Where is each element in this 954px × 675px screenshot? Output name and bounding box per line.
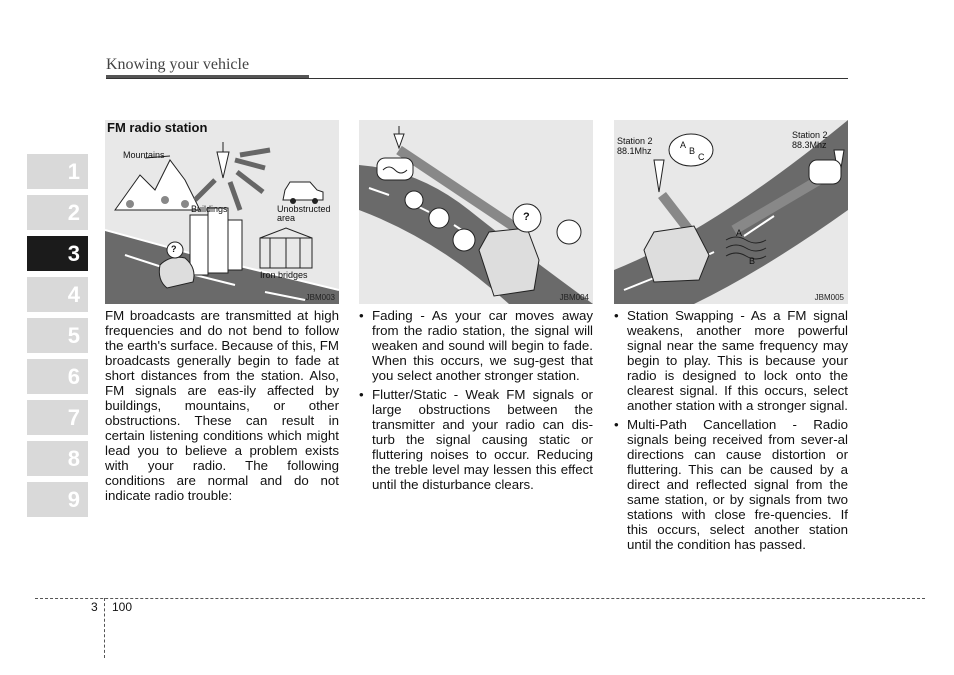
chapter-tab-3[interactable]: 3 <box>27 236 88 271</box>
bullet-text: Fading - As your car moves away from the radio station, the signal will weaken and sound will begin to fade. When this occurs, we sug-gest that you select another stronger station. <box>372 308 593 383</box>
figure-station-swapping <box>614 120 848 304</box>
chapter-tab-7[interactable]: 7 <box>27 400 88 435</box>
header-rule <box>106 78 848 79</box>
footer-page-number: 100 <box>112 600 133 614</box>
figure-code: JBM004 <box>559 293 589 302</box>
figure-code: JBM005 <box>814 293 844 302</box>
chapter-tab-5[interactable]: 5 <box>27 318 88 353</box>
label-buildings: Buildings <box>191 204 228 214</box>
column-1 <box>105 308 339 503</box>
mixed-letter-a: A <box>736 228 743 238</box>
signal-letter-c: C <box>698 152 705 162</box>
bullet-multi-path <box>614 417 848 552</box>
label-question: ? <box>171 244 177 254</box>
footer-divider <box>104 598 105 658</box>
footer-rule <box>35 598 925 599</box>
bullet-marker: • <box>359 308 364 323</box>
label-question: ? <box>523 211 530 223</box>
bullet-flutter-static <box>359 387 593 492</box>
chapter-tab-6[interactable]: 6 <box>27 359 88 394</box>
running-header: Knowing your vehicle <box>106 56 250 73</box>
chapter-tab-2[interactable]: 2 <box>27 195 88 230</box>
chapter-tab-8[interactable]: 8 <box>27 441 88 476</box>
bullet-text: Flutter/Static - Weak FM signals or large obstructions between the transmitter and your radio can dis-turb the signal causing static or fluttering noises to occur. Reducing the treble level may lessen this effect until the disturbance clears. <box>372 387 593 492</box>
figure-fm-radio-station <box>105 120 339 304</box>
footer-chapter-number: 3 <box>91 600 98 614</box>
bullet-marker: • <box>359 387 364 402</box>
chapter-tab-1[interactable]: 1 <box>27 154 88 189</box>
signal-letter-a: A <box>680 140 687 150</box>
mixed-letter-b: B <box>749 256 756 266</box>
fading-illustration <box>359 120 593 304</box>
label-mountains: Mountains <box>123 150 165 160</box>
label-iron-bridges: Iron bridges <box>260 270 308 280</box>
bullet-fading <box>359 308 593 383</box>
label-unobstructed-area: Unobstructed area <box>277 204 331 223</box>
bullet-marker: • <box>614 417 619 432</box>
signal-letter-b: B <box>689 146 696 156</box>
bullet-marker: • <box>614 308 619 323</box>
bullet-text: Multi-Path Cancellation - Radio signals being received from sever-al directions can cause distortion or fluttering. This can be caused by a direct and reflected signal from the same station, or by signals from two stations with close fre-quencies. If this occurs, select another station until the condition has passed. <box>627 417 848 552</box>
figure-title: FM radio station <box>107 120 208 135</box>
column-2 <box>359 308 593 496</box>
chapter-tab-9[interactable]: 9 <box>27 482 88 517</box>
label-station-left: Station 2 88.1Mhz <box>617 136 653 156</box>
figure-fading <box>359 120 593 304</box>
label-station-right: Station 2 88.3Mhz <box>792 130 828 150</box>
chapter-tab-4[interactable]: 4 <box>27 277 88 312</box>
intro-paragraph: FM broadcasts are transmitted at high frequencies and do not bend to follow the earth's surface. Because of this, FM broadcasts generally begin to fade at short distances from the station. Also, FM signals are eas-ily affected by buildings, mountains, or other obstructions. These can result in certain listening conditions which might lead you to believe a problem exists with your radio. The following conditions are normal and do not indicate radio trouble: <box>105 308 339 503</box>
bullet-text: Station Swapping - As a FM signal weakens, another more powerful signal near the same frequency may begin to play. This is because your radio is designed to lock onto the clearest signal. If this occurs, select another station with a stronger signal. <box>627 308 849 413</box>
figure-code: JBM003 <box>305 293 335 302</box>
bullet-station-swapping <box>614 308 848 413</box>
column-3 <box>614 308 848 556</box>
